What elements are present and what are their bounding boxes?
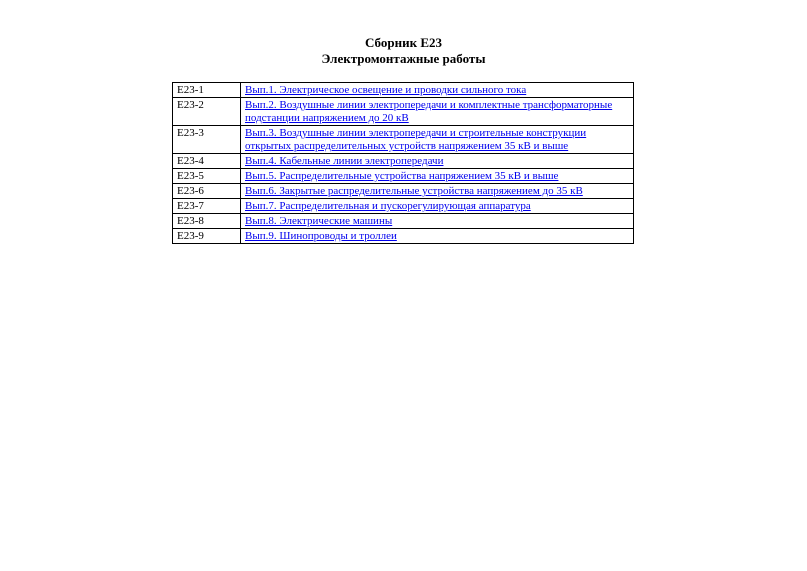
table-row [173, 83, 634, 98]
issue-link[interactable]: Вып.4. Кабельные линии электропередачи [245, 155, 444, 167]
row-title-cell [241, 154, 634, 169]
row-code: Е23-7 [173, 199, 241, 214]
row-code: Е23-6 [173, 184, 241, 199]
row-code: Е23-2 [173, 98, 241, 126]
issue-link[interactable]: Вып.8. Электрические машины [245, 215, 393, 227]
row-title-cell [241, 199, 634, 214]
table-row [173, 229, 634, 244]
contents-table [172, 82, 634, 244]
table-row [173, 214, 634, 229]
row-code: Е23-5 [173, 169, 241, 184]
row-title-cell [241, 214, 634, 229]
table-row [173, 154, 634, 169]
row-title-cell [241, 98, 634, 126]
page-title: Сборник Е23 [365, 35, 442, 50]
issue-link[interactable]: Вып.1. Электрическое освещение и проводки сильного тока [245, 84, 527, 96]
issue-link[interactable]: Вып.7. Распределительная и пускорегулирующая аппаратура [245, 200, 531, 212]
row-code: Е23-3 [173, 126, 241, 154]
row-title-cell [241, 229, 634, 244]
issue-link[interactable]: Вып.6. Закрытые распределительные устройства напряжением до 35 кВ [245, 185, 583, 197]
page-subtitle: Электромонтажные работы [321, 51, 486, 66]
page-header [0, 35, 807, 67]
row-title-cell [241, 83, 634, 98]
row-code: Е23-8 [173, 214, 241, 229]
table-row [173, 98, 634, 126]
issue-link[interactable]: Вып.3. Воздушные линии электропередачи и строительные конструкции открытых распределительных устройств напряжением 35 кВ и выше [245, 127, 587, 152]
row-code: Е23-1 [173, 83, 241, 98]
row-code: Е23-4 [173, 154, 241, 169]
table-row [173, 184, 634, 199]
issue-link[interactable]: Вып.5. Распределительные устройства напряжением 35 кВ и выше [245, 170, 559, 182]
issue-link[interactable]: Вып.2. Воздушные линии электропередачи и комплектные трансформаторные подстанции напряжением до 20 кВ [245, 99, 613, 124]
table-row [173, 169, 634, 184]
table-row [173, 126, 634, 154]
row-title-cell [241, 169, 634, 184]
row-title-cell [241, 126, 634, 154]
row-code: Е23-9 [173, 229, 241, 244]
table-row [173, 199, 634, 214]
issue-link[interactable]: Вып.9. Шинопроводы и троллеи [245, 230, 397, 242]
row-title-cell [241, 184, 634, 199]
